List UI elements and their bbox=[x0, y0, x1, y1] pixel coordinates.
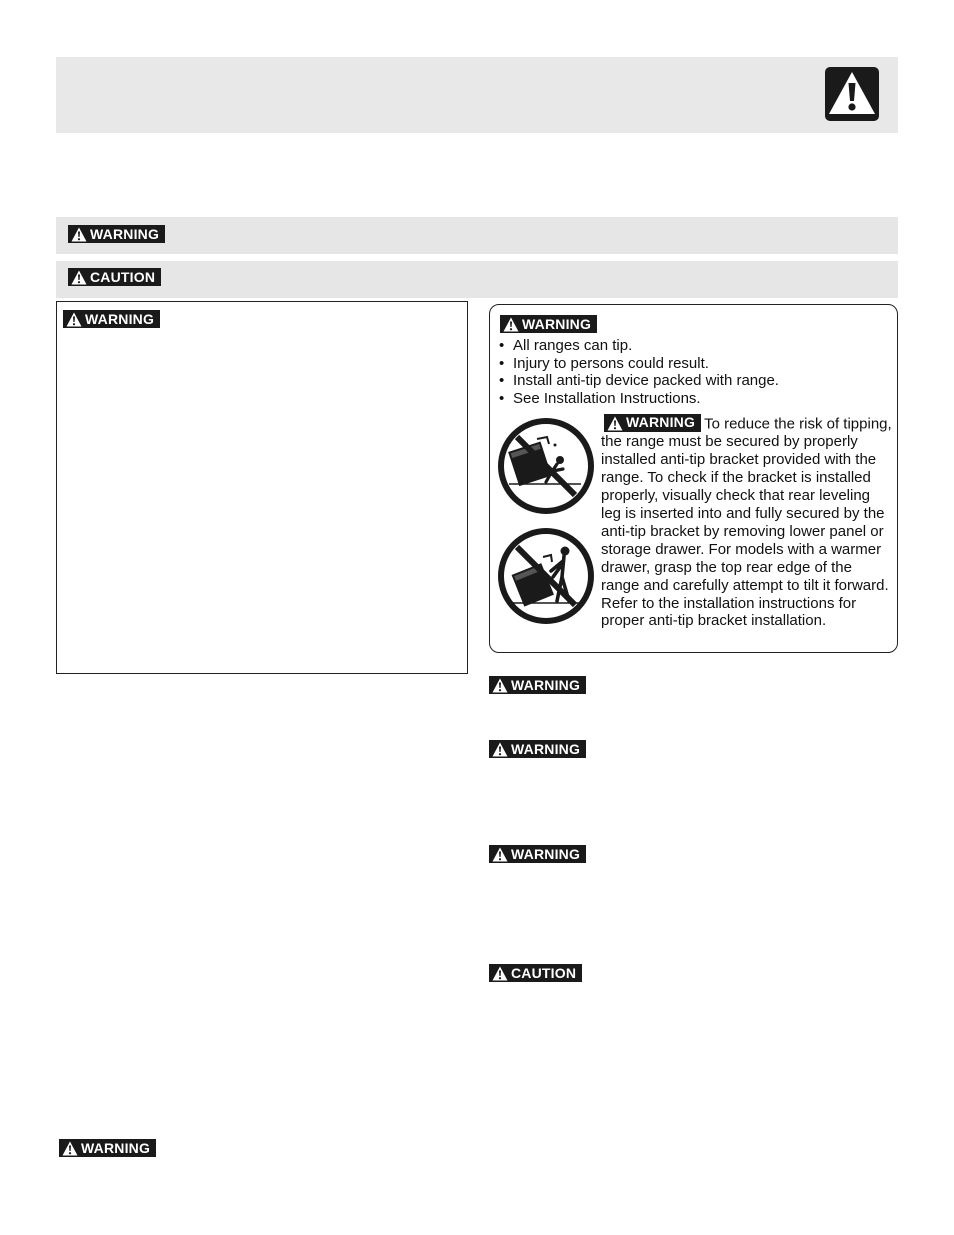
no-adult-leaning-icon bbox=[497, 527, 595, 625]
warning-band bbox=[56, 217, 898, 254]
header-bar bbox=[56, 57, 898, 133]
warning-badge bbox=[604, 414, 701, 432]
warning-triangle-icon bbox=[824, 66, 880, 122]
warning-triangle-icon bbox=[607, 416, 623, 431]
caution-badge bbox=[68, 268, 161, 286]
warning-triangle-icon bbox=[492, 678, 508, 693]
warning-badge bbox=[489, 676, 586, 694]
warning-triangle-icon bbox=[492, 966, 508, 981]
warning-triangle-icon bbox=[66, 312, 82, 327]
badge-label: WARNING bbox=[511, 741, 581, 757]
badge-label: WARNING bbox=[90, 226, 160, 242]
warning-triangle-icon bbox=[492, 847, 508, 862]
list-item: • Install anti-tip device packed with range. bbox=[499, 372, 779, 390]
no-child-climbing-icon bbox=[497, 417, 595, 515]
warning-badge bbox=[489, 845, 586, 863]
caution-badge bbox=[489, 964, 582, 982]
list-item: • See Installation Instructions. bbox=[499, 390, 779, 408]
warning-badge bbox=[489, 740, 586, 758]
badge-label: CAUTION bbox=[511, 965, 577, 981]
badge-label: WARNING bbox=[522, 316, 592, 332]
list-item: • All ranges can tip. bbox=[499, 337, 779, 355]
warning-badge bbox=[63, 310, 160, 328]
warning-badge bbox=[59, 1139, 156, 1157]
badge-label: WARNING bbox=[511, 846, 581, 862]
tip-bullet-list bbox=[499, 337, 779, 407]
warning-triangle-icon bbox=[62, 1141, 78, 1156]
warning-triangle-icon bbox=[71, 227, 87, 242]
badge-label: WARNING bbox=[81, 1140, 151, 1156]
warning-triangle-icon bbox=[71, 270, 87, 285]
badge-label: WARNING bbox=[85, 311, 155, 327]
warning-triangle-icon bbox=[492, 742, 508, 757]
badge-label: CAUTION bbox=[90, 269, 156, 285]
anti-tip-paragraph bbox=[601, 414, 893, 630]
badge-label: WARNING bbox=[626, 414, 696, 431]
caution-band bbox=[56, 261, 898, 298]
warning-triangle-icon bbox=[503, 317, 519, 332]
left-warning-box bbox=[56, 301, 468, 674]
warning-badge bbox=[500, 315, 597, 333]
badge-label: WARNING bbox=[511, 677, 581, 693]
anti-tip-text: To reduce the risk of tipping, the range must be secured by properly installed anti-tip bracket provided with the range. To check if the bracket is installed properly, visually check that rear leveling leg is inserted into and fully secured by the anti-tip bracket by removing lower panel or storage drawer. For models with a warmer drawer, grasp the top rear edge of the range and carefully attempt to tilt it forward. Refer to the installation instructions for proper anti-tip bracket installation. bbox=[601, 415, 892, 630]
warning-badge bbox=[68, 225, 165, 243]
list-item: • Injury to persons could result. bbox=[499, 355, 779, 373]
